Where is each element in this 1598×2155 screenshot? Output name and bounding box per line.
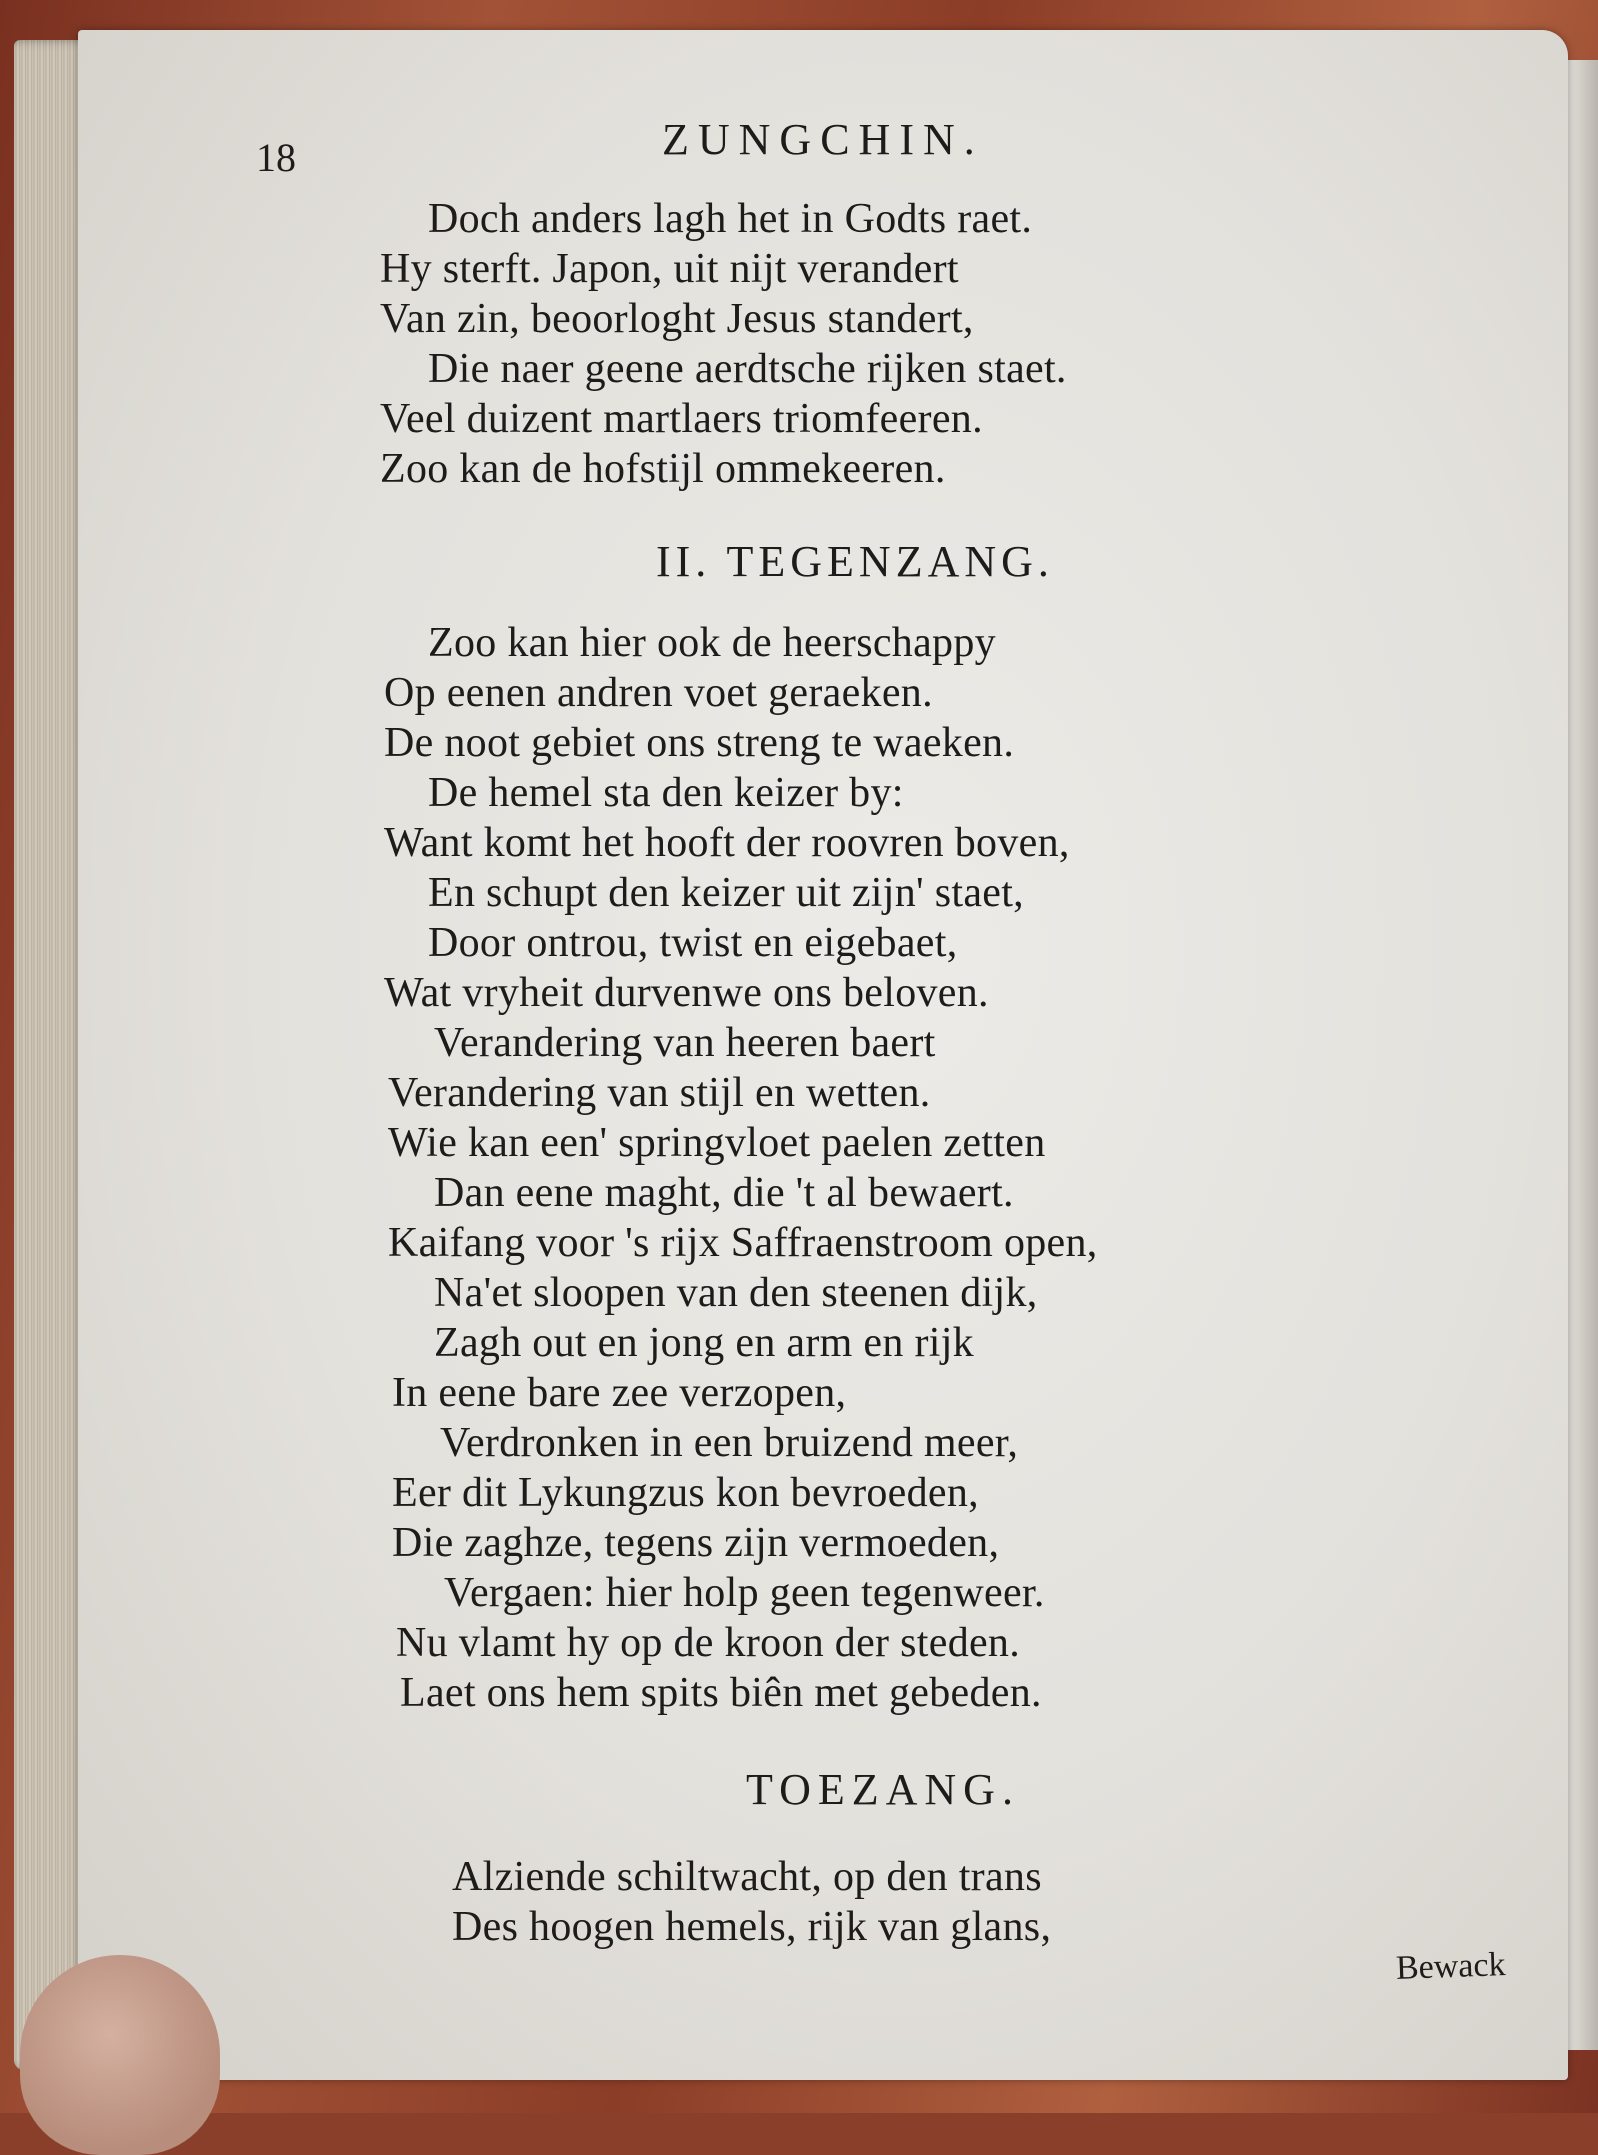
- running-title: ZUNGCHIN.: [662, 115, 984, 164]
- verse-line: Verandering van heeren baert: [434, 1020, 936, 1066]
- verse-line: Zoo kan de hofstijl ommekeeren.: [380, 446, 946, 492]
- verse-line: En schupt den keizer uit zijn' staet,: [428, 870, 1024, 916]
- section-heading: II. TEGENZANG.: [656, 537, 1054, 586]
- verse-line: Kaifang voor 's rijx Saffraenstroom open,: [388, 1220, 1098, 1266]
- verse-line: Wie kan een' springvloet paelen zetten: [388, 1120, 1046, 1166]
- verse-line: Vergaen: hier holp geen tegenweer.: [444, 1570, 1045, 1616]
- verse-line: Op eenen andren voet geraeken.: [384, 670, 933, 716]
- verse-line: Eer dit Lykungzus kon bevroeden,: [392, 1470, 979, 1516]
- page-number: 18: [256, 135, 296, 180]
- thumb: [20, 1955, 220, 2155]
- verse-line: Wat vryheit durvenwe ons beloven.: [384, 970, 989, 1016]
- verse-line: Alziende schiltwacht, op den trans: [452, 1854, 1042, 1900]
- verse-line: Van zin, beoorloght Jesus standert,: [380, 296, 974, 342]
- verse-line: Verdronken in een bruizend meer,: [440, 1420, 1019, 1466]
- verse-line: Na'et sloopen van den steenen dijk,: [434, 1270, 1038, 1316]
- verse-line: Hy sterft. Japon, uit nijt verandert: [380, 246, 959, 292]
- verse-line: Des hoogen hemels, rijk van glans,: [452, 1904, 1052, 1950]
- verse-line: Door ontrou, twist en eigebaet,: [428, 920, 958, 966]
- section-heading: TOEZANG.: [746, 1765, 1020, 1814]
- verse-line: Zoo kan hier ook de heerschappy: [428, 620, 996, 666]
- verse-line: Die zaghze, tegens zijn vermoeden,: [392, 1520, 1000, 1566]
- verse-line: De hemel sta den keizer by:: [428, 770, 904, 816]
- verse-line: De noot gebiet ons streng te waeken.: [384, 720, 1015, 766]
- verse-line: Zagh out en jong en arm en rijk: [434, 1320, 974, 1366]
- verse-line: Nu vlamt hy op de kroon der steden.: [396, 1620, 1021, 1666]
- verse-line: In eene bare zee verzopen,: [392, 1370, 847, 1416]
- verse-line: Laet ons hem spits biên met gebeden.: [400, 1670, 1042, 1716]
- catchword: Bewack: [1395, 1946, 1507, 1987]
- verse-line: Verandering van stijl en wetten.: [388, 1070, 931, 1116]
- verse-line: Die naer geene aerdtsche rijken staet.: [428, 346, 1067, 392]
- verse-line: Want komt het hooft der roovren boven,: [384, 820, 1070, 866]
- verse-line: Doch anders lagh het in Godts raet.: [428, 196, 1033, 242]
- verse-line: Veel duizent martlaers triomfeeren.: [380, 396, 983, 442]
- book-page: [78, 30, 1568, 2080]
- verse-line: Dan eene maght, die 't al bewaert.: [434, 1170, 1014, 1216]
